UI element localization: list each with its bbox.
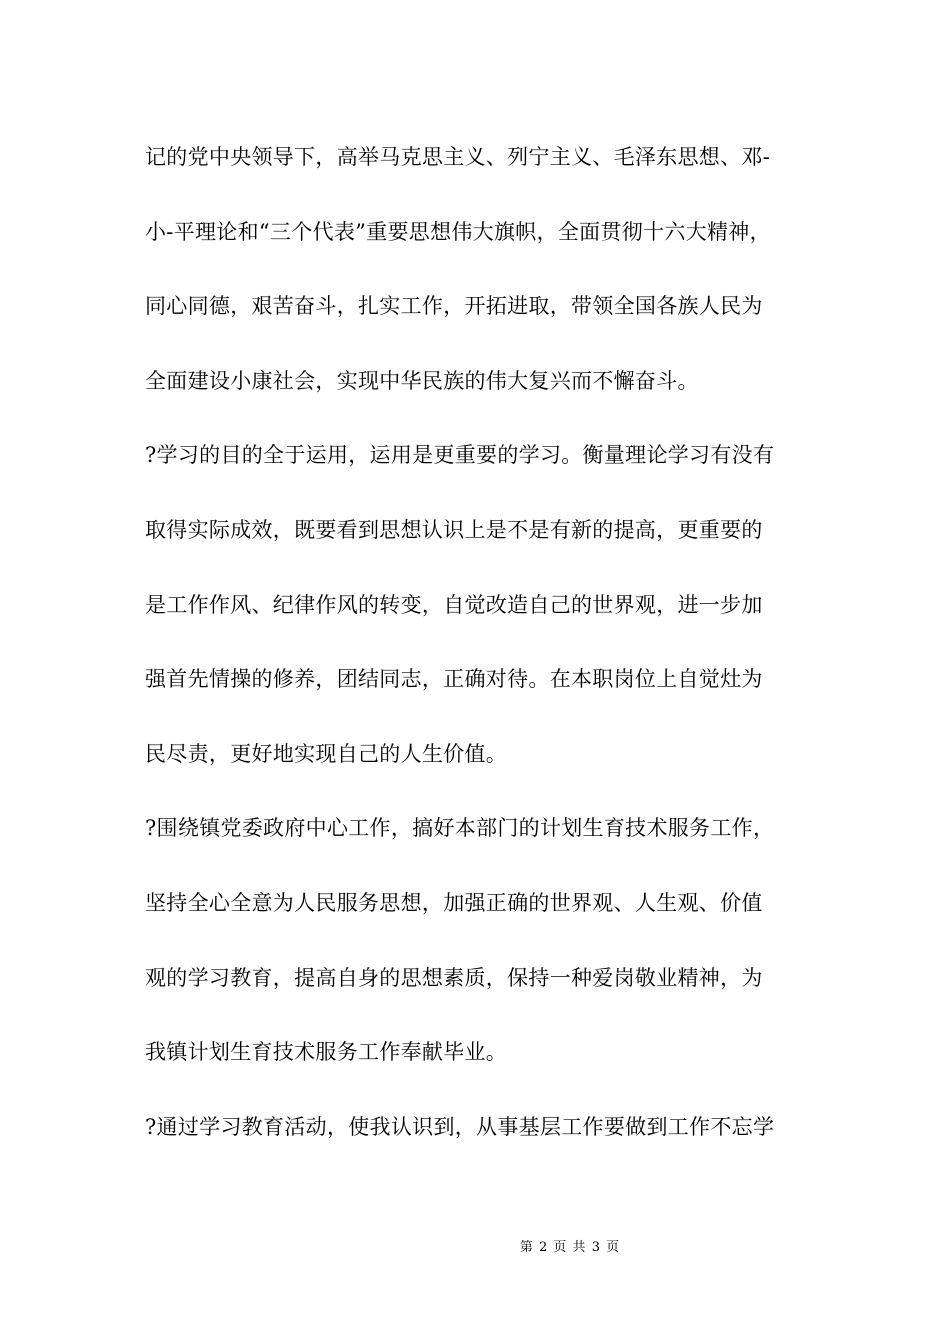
text-line: 同心同德，艰苦奋斗，扎实工作，开拓进取，带领全国各族人民为: [145, 294, 763, 319]
text-line: 民尽责，更好地实现自己的人生价值。: [145, 741, 508, 766]
text-line: ?学习的目的全于运用，运用是更重要的学习。衡量理论学习有没有: [145, 443, 775, 468]
text-line: 小-平理论和“三个代表”重要思想伟大旗帜，全面贯彻十六大精神，: [145, 219, 771, 244]
text-line: 取得实际成效，既要看到思想认识上是不是有新的提高，更重要的: [145, 517, 763, 542]
text-line: 观的学习教育，提高自身的思想素质，保持一种爱岗敬业精神，为: [145, 965, 763, 990]
page-footer: [0, 1236, 950, 1255]
body-text: [145, 133, 825, 1177]
text-line: 我镇计划生育技术服务工作奉献毕业。: [145, 1040, 508, 1065]
text-line: ?围绕镇党委政府中心工作，搞好本部门的计划生育技术服务工作，: [145, 816, 775, 841]
text-line: 是工作作风、纪律作风的转变，自觉改造自己的世界观，进一步加: [145, 592, 763, 617]
text-line: 强首先情操的修养，团结同志，正确对待。在本职岗位上自觉灶为: [145, 667, 763, 692]
text-line: 坚持全心全意为人民服务思想，加强正确的世界观、人生观、价值: [145, 890, 763, 915]
text-line: 记的党中央领导下，高举马克思主义、列宁主义、毛泽东思想、邓-: [145, 145, 771, 169]
text-line: 全面建设小康社会，实现中华民族的伟大复兴而不懈奋斗。: [145, 368, 699, 393]
page-number: 第 2 页 共 3 页: [519, 1240, 621, 1255]
text-line: ?通过学习教育活动，使我认识到，从事基层工作要做到工作不忘学: [145, 1114, 775, 1139]
